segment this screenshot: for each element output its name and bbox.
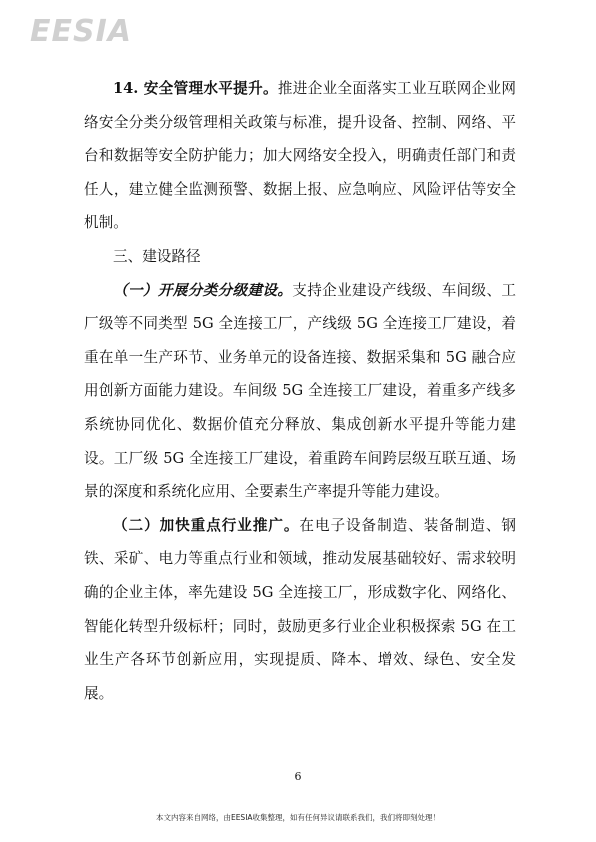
- eesia-watermark-logo: EESIA: [30, 14, 132, 49]
- document-body: [84, 72, 516, 710]
- subsection-lead: （一）开展分类分级建设。: [113, 281, 293, 299]
- paragraph-lead: 14. 安全管理水平提升。: [113, 80, 278, 97]
- subsection-industry-promotion: [84, 509, 516, 711]
- subsection-text: 支持企业建设产线级、车间级、工厂级等不同类型 5G 全连接工厂，产线级 5G 全连接工厂建设，着重在单一生产环节、业务单元的设备连接、数据采集和 5G 融合应用创新方面能力建设。车间级 5G 全连接工厂建设，着重多产线多系统协同优化、数据价值充分释放、集成创新水平提升等能力建设。工厂级 5G 全连接工厂建设，着重跨车间跨层级互联互通、场景的深度和系统化应用、全要素生产率提升等能力建设。: [84, 281, 516, 501]
- paragraph-security-management: [84, 72, 516, 240]
- paragraph-text: 推进企业全面落实工业互联网企业网络安全分类分级管理相关政策与标准，提升设备、控制、网络、平台和数据等安全防护能力；加大网络安全投入，明确责任部门和责任人，建立健全监测预警、数据上报、应急响应、风险评估等安全机制。: [84, 80, 516, 232]
- section-heading: 三、建设路径: [113, 247, 201, 265]
- page-number: 6: [294, 770, 302, 783]
- subsection-lead: （二）加快重点行业推广。: [113, 516, 300, 534]
- subsection-classified-construction: [84, 274, 516, 509]
- subsection-text: 在电子设备制造、装备制造、钢铁、采矿、电力等重点行业和领域，推动发展基础较好、需求较明确的企业主体，率先建设 5G 全连接工厂，形成数字化、网络化、智能化转型升级标杆；同时，鼓励更多行业企业积极探索 5G 在工业生产各环节创新应用，实现提质、降本、增效、绿色、安全发展。: [84, 516, 516, 702]
- footer-disclaimer: 本文内容来自网络，由EESIA收集整理，如有任何异议请联系我们，我们将即刻处理！: [155, 813, 441, 822]
